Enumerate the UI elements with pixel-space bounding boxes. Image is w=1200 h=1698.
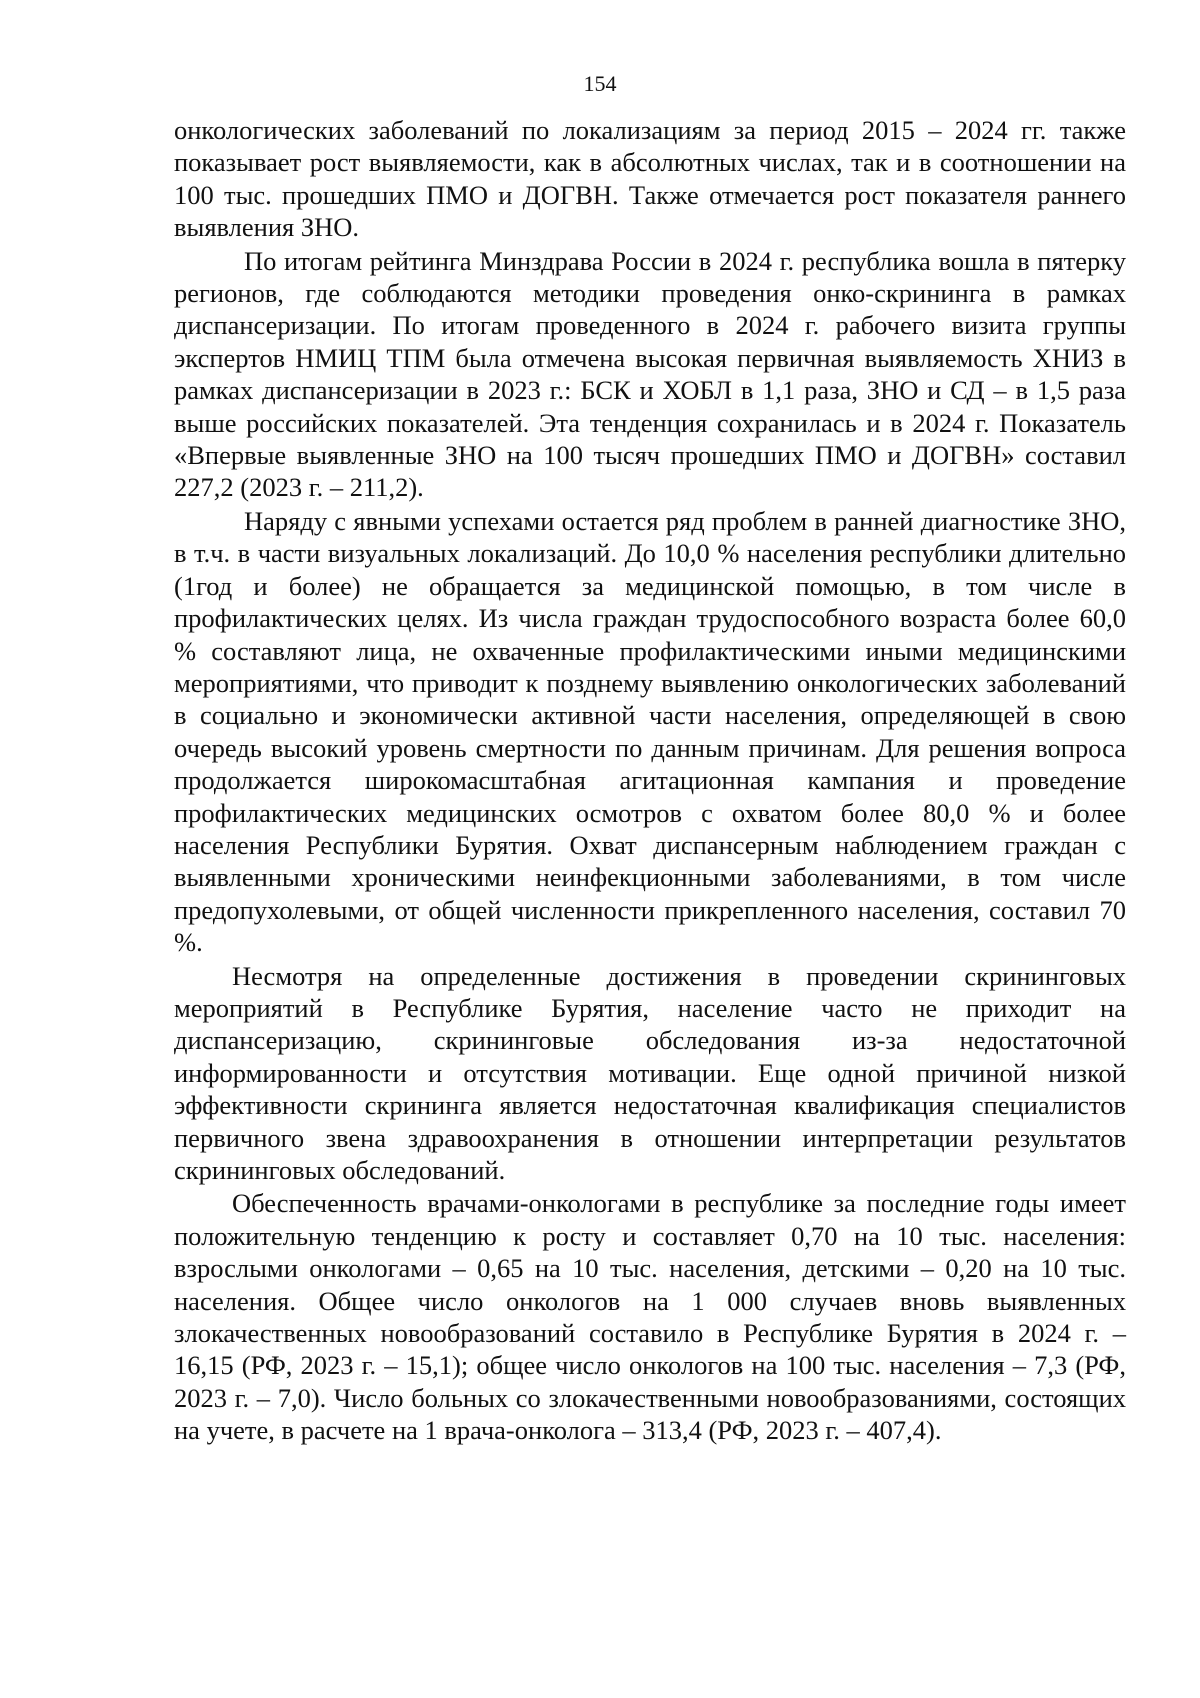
paragraph-rating: По итогам рейтинга Минздрава России в 2024 г. республика вошла в пятерку регионов, где соблюдаются методики проведения онко-скрининга в рамках диспансеризации. По итогам проведенного в 2024 г. рабочего визита группы экспертов НМИЦ ТПМ была отмечена высокая первичная выявляемость ХНИЗ в рамках диспансеризации в 2023 г.: БСК и ХОБЛ в 1,1 раза, ЗНО и СД – в 1,5 раза выше российских показателей. Эта тенденция сохранилась и в 2024 г. Показатель «Впервые выявленные ЗНО на 100 тысяч прошедших ПМО и ДОГВН» составил 227,2 (2023 г. – 211,2). — [174, 245, 1126, 503]
document-body — [174, 114, 1126, 1448]
paragraph-problems: Наряду с явными успехами остается ряд проблем в ранней диагностике ЗНО, в т.ч. в части визуальных локализаций. До 10,0 % населения республики длительно (1год и более) не обращается за медицинской помощью, в том числе в профилактических целях. Из числа граждан трудоспособного возраста более 60,0 % составляют лица, не охваченные профилактическими иными медицинскими мероприятиями, что приводит к позднему выявлению онкологических заболеваний в социально и экономически активной части населения, определяющей в свою очередь высокий уровень смертности по данным причинам. Для решения вопроса продолжается широкомасштабная агитационная кампания и проведение профилактических медицинских осмотров с охватом более 80,0 % и более населения Республики Бурятия. Охват диспансерным наблюдением граждан с выявленными хроническими неинфекционными заболеваниями, в том числе предопухолевыми, от общей численности прикрепленного населения, составил 70 %. — [174, 505, 1126, 958]
paragraph-oncologists: Обеспеченность врачами-онкологами в республике за последние годы имеет положительную тенденцию к росту и составляет 0,70 на 10 тыс. населения: взрослыми онкологами – 0,65 на 10 тыс. населения, детскими – 0,20 на 10 тыс. населения. Общее число онкологов на 1 000 случаев вновь выявленных злокачественных новообразований составило в Республике Бурятия в 2024 г. – 16,15 (РФ, 2023 г. – 15,1); общее число онкологов на 100 тыс. населения – 7,3 (РФ, 2023 г. – 7,0). Число больных со злокачественными новообразованиями, состоящих на учете, в расчете на 1 врача-онколога – 313,4 (РФ, 2023 г. – 407,4). — [174, 1188, 1126, 1446]
page-number: 154 — [583, 71, 617, 96]
paragraph-screening: Несмотря на определенные достижения в проведении скрининговых мероприятий в Республике Бурятия, население часто не приходит на диспансеризацию, скрининговые обследования из-за недостаточной информированности и отсутствия мотивации. Еще одной причиной низкой эффективности скрининга является недостаточная квалификация специалистов первичного звена здравоохранения в отношении интерпретации результатов скрининговых обследований. — [174, 960, 1126, 1185]
paragraph-continuation: онкологических заболеваний по локализациям за период 2015 – 2024 гг. также показывает рост выявляемости, как в абсолютных числах, так и в соотношении на 100 тыс. прошедших ПМО и ДОГВН. Также отмечается рост показателя раннего выявления ЗНО. — [174, 115, 1126, 243]
